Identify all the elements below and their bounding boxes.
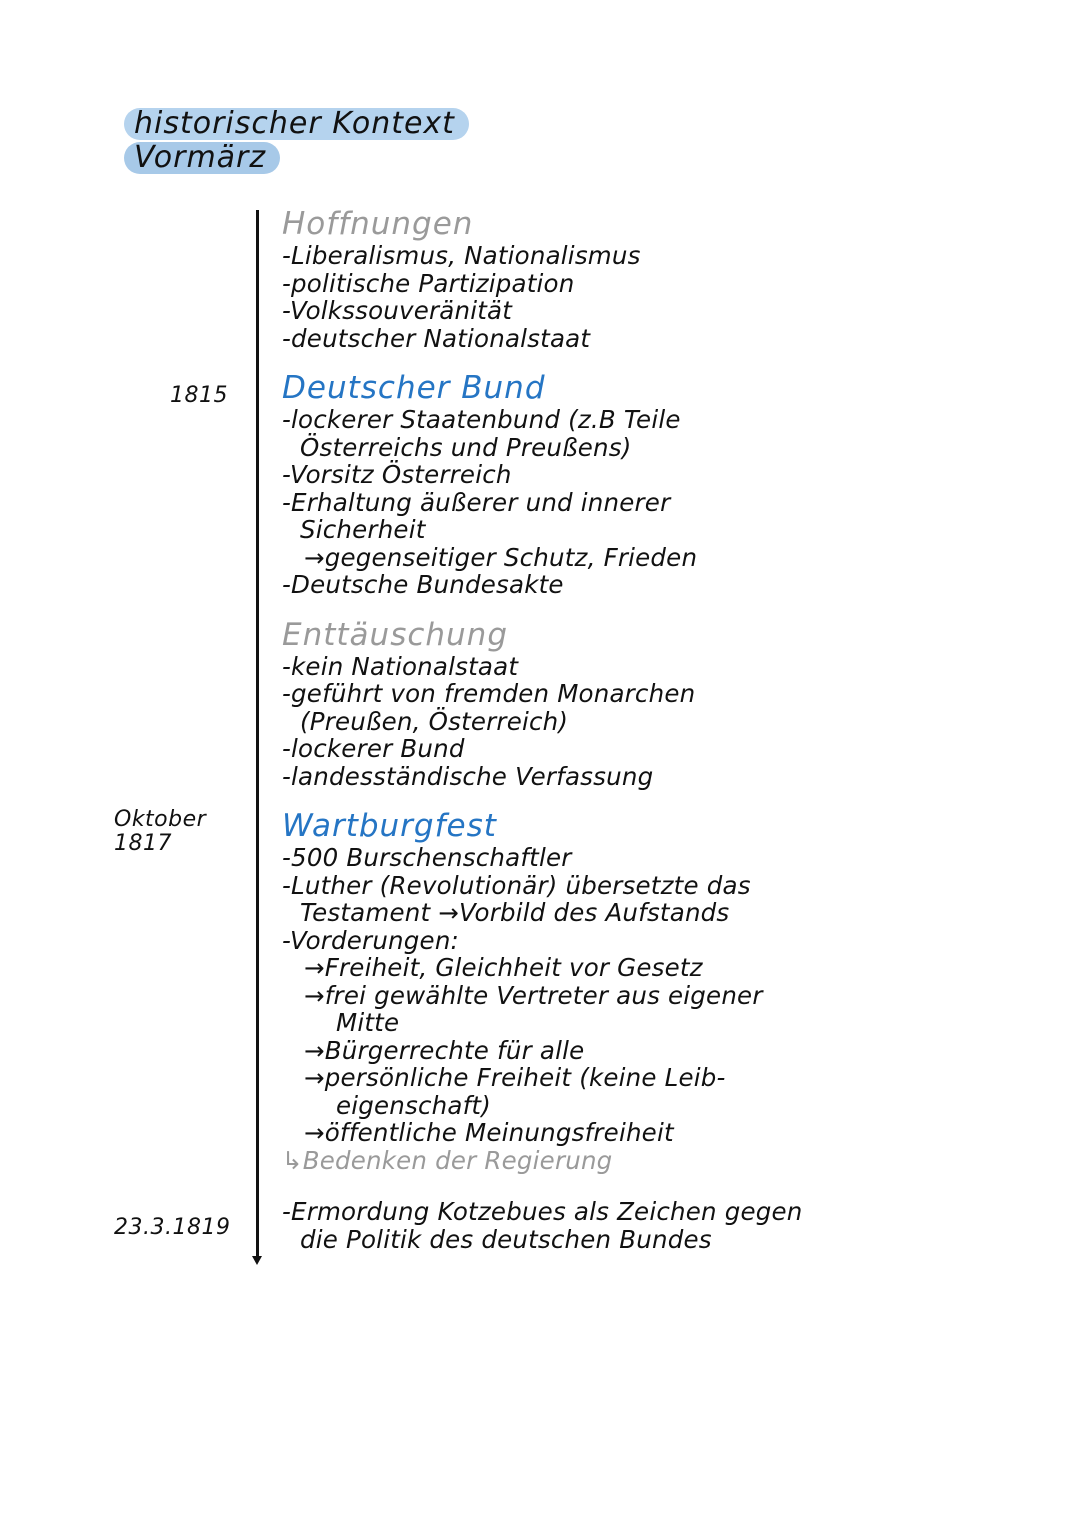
list-item: -deutscher Nationalstaat — [282, 323, 591, 353]
header — [124, 108, 469, 174]
list-item: Österreichs und Preußens) — [300, 432, 632, 462]
list-item: -geführt von fremden Monarchen — [282, 679, 696, 708]
section-deutscher-bund — [282, 370, 1002, 599]
section-enttaeuschung — [282, 617, 1002, 791]
date-oktober: Oktober — [114, 807, 207, 832]
list-item: -500 Burschenschaftler — [282, 843, 572, 872]
section-hoffnungen — [282, 206, 1002, 352]
list-item: -Erhaltung äußerer und innerer — [282, 487, 671, 517]
list-item: -Vorderungen: — [282, 925, 459, 955]
list-item: -landesständische Verfassung — [282, 761, 654, 791]
list-item: -kein Nationalstaat — [282, 651, 519, 681]
list-item: (Preußen, Österreich) — [300, 706, 569, 736]
list-item: →persönliche Freiheit (keine Leib- — [304, 1063, 726, 1092]
list-item: →Bürgerrechte für alle — [304, 1035, 585, 1065]
section-wartburgfest — [282, 808, 1002, 1174]
list-item: -Vorsitz Österreich — [282, 460, 512, 489]
list-item: -Liberalismus, Nationalismus — [282, 241, 641, 270]
section-kotzebue — [282, 1198, 1002, 1253]
section-title: Hoffnungen — [282, 206, 474, 242]
date-1817: 1817 — [114, 831, 172, 856]
timeline-arrow-icon — [252, 1256, 262, 1265]
list-item: Mitte — [336, 1008, 400, 1037]
list-item: -Luther (Revolutionär) übersetzte das — [282, 870, 751, 900]
section-title: Wartburgfest — [282, 808, 497, 844]
date-1819: 23.3.1819 — [114, 1215, 231, 1240]
topic-heading: historischer Kontext — [124, 108, 469, 140]
timeline-content — [282, 206, 1002, 1271]
list-item: -lockerer Bund — [282, 734, 465, 763]
date-1815: 1815 — [170, 383, 228, 408]
list-item: die Politik des deutschen Bundes — [300, 1224, 712, 1254]
list-item: →gegenseitiger Schutz, Frieden — [304, 542, 698, 572]
list-item: →frei gewählte Vertreter aus eigener — [304, 980, 763, 1010]
section-title: Enttäuschung — [282, 616, 509, 653]
section-title: Deutscher Bund — [282, 370, 546, 406]
list-item: ↳Bedenken der Regierung — [282, 1145, 613, 1175]
timeline-line — [256, 210, 259, 1260]
list-item: →Freiheit, Gleichheit vor Gesetz — [304, 953, 703, 982]
list-item: →öffentliche Meinungsfreiheit — [304, 1118, 674, 1147]
list-item: -politische Partizipation — [282, 268, 575, 298]
list-item: eigenschaft) — [336, 1090, 491, 1120]
list-item: -lockerer Staatenbund (z.B Teile — [282, 405, 681, 434]
list-item: -Deutsche Bundesakte — [282, 570, 564, 599]
list-item: Testament →Vorbild des Aufstands — [300, 898, 730, 927]
list-item: -Volkssouveränität — [282, 296, 513, 325]
subtopic-heading: Vormärz — [124, 142, 280, 174]
list-item: -Ermordung Kotzebues als Zeichen gegen — [282, 1197, 803, 1226]
list-item: Sicherheit — [300, 515, 426, 544]
